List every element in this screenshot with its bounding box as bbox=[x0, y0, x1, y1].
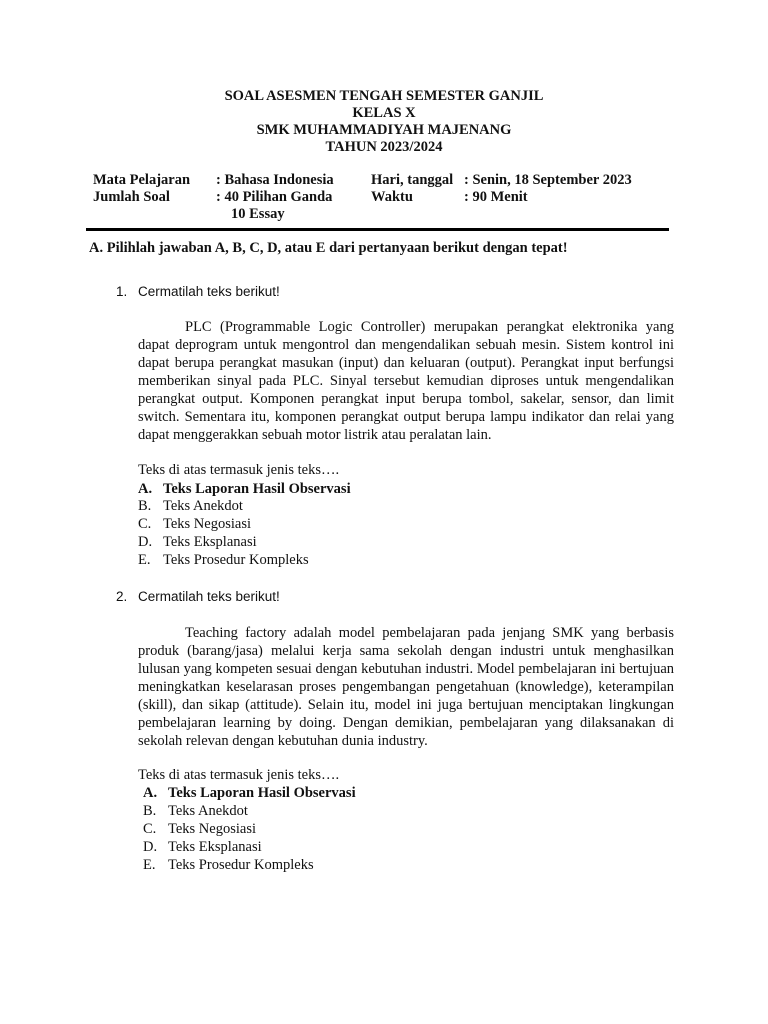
option-c: C. Teks Negosiasi bbox=[143, 821, 256, 837]
question-prompt: Teks di atas termasuk jenis teks…. bbox=[138, 462, 340, 478]
question-passage: PLC (Programmable Logic Controller) merupakan perangkat elektronika yang dapat deprogram untuk mengontrol dan mengendalikan sebuah mesin. Sistem kontrol ini dapat berupa perangkat masukan (input) dan keluaran (output). Perangkat input berfungsi memberikan sinyal pada PLC. Sinyal tersebut kemudian diproses untuk mengendalikan perangkat output. Komponen perangkat input berupa tombol, sakelar, sensor, dan limit switch. Sementara itu, komponen perangkat output berupa lampu indikator dan relai yang dapat menggerakkan sebuah motor listrik atau peralatan lain. bbox=[138, 319, 674, 443]
day-date-label: Hari, tanggal bbox=[371, 172, 454, 188]
day-date-value: : Senin, 18 September 2023 bbox=[464, 172, 632, 188]
question-lead: Cermatilah teks berikut! bbox=[138, 284, 280, 299]
option-e: E. Teks Prosedur Kompleks bbox=[143, 857, 314, 873]
option-c: C. Teks Negosiasi bbox=[138, 516, 251, 532]
question-number: 1. bbox=[116, 284, 128, 299]
time-value: : 90 Menit bbox=[464, 189, 528, 205]
subject-label: Mata Pelajaran bbox=[93, 172, 191, 188]
question-count-essay: 10 Essay bbox=[231, 206, 285, 222]
option-d: D. Teks Eksplanasi bbox=[138, 534, 257, 550]
option-e: E. Teks Prosedur Kompleks bbox=[138, 552, 309, 568]
class-label: KELAS X bbox=[352, 105, 416, 121]
option-b: B. Teks Anekdot bbox=[143, 803, 248, 819]
time-label: Waktu bbox=[371, 189, 413, 205]
question-number: 2. bbox=[116, 589, 128, 604]
question-prompt: Teks di atas termasuk jenis teks…. bbox=[138, 767, 340, 783]
question-count-mc: : 40 Pilihan Ganda bbox=[216, 189, 333, 205]
option-b: B. Teks Anekdot bbox=[138, 498, 243, 514]
question-count-label: Jumlah Soal bbox=[93, 189, 170, 205]
section-a-instruction: A. Pilihlah jawaban A, B, C, D, atau E dari pertanyaan berikut dengan tepat! bbox=[89, 240, 568, 256]
option-d: D. Teks Eksplanasi bbox=[143, 839, 262, 855]
exam-title: SOAL ASESMEN TENGAH SEMESTER GANJIL bbox=[224, 88, 544, 104]
school-name: SMK MUHAMMADIYAH MAJENANG bbox=[256, 122, 512, 138]
header-divider bbox=[86, 228, 669, 231]
question-lead: Cermatilah teks berikut! bbox=[138, 589, 280, 604]
option-a: A. Teks Laporan Hasil Observasi bbox=[143, 785, 356, 801]
subject-value: : Bahasa Indonesia bbox=[216, 172, 334, 188]
question-passage: Teaching factory adalah model pembelajaran pada jenjang SMK yang berbasis produk (barang/jasa) melalui kerja sama sekolah dengan industri untuk menghasilkan lulusan yang kompeten sesuai dengan kebutuhan industri. Model pembelajaran ini bertujuan meningkatkan keselarasan proses pengembangan pengetahuan (knowledge), keterampilan (skill), dan sikap (attitude). Selain itu, model ini juga bertujuan menciptakan lingkungan pembelajaran learning by doing. Dengan demikian, pembelajaran yang dilaksanakan di sekolah relevan dengan kebutuhan dunia industry. bbox=[138, 625, 674, 749]
school-year: TAHUN 2023/2024 bbox=[325, 139, 443, 155]
option-a: A. Teks Laporan Hasil Observasi bbox=[138, 481, 351, 497]
